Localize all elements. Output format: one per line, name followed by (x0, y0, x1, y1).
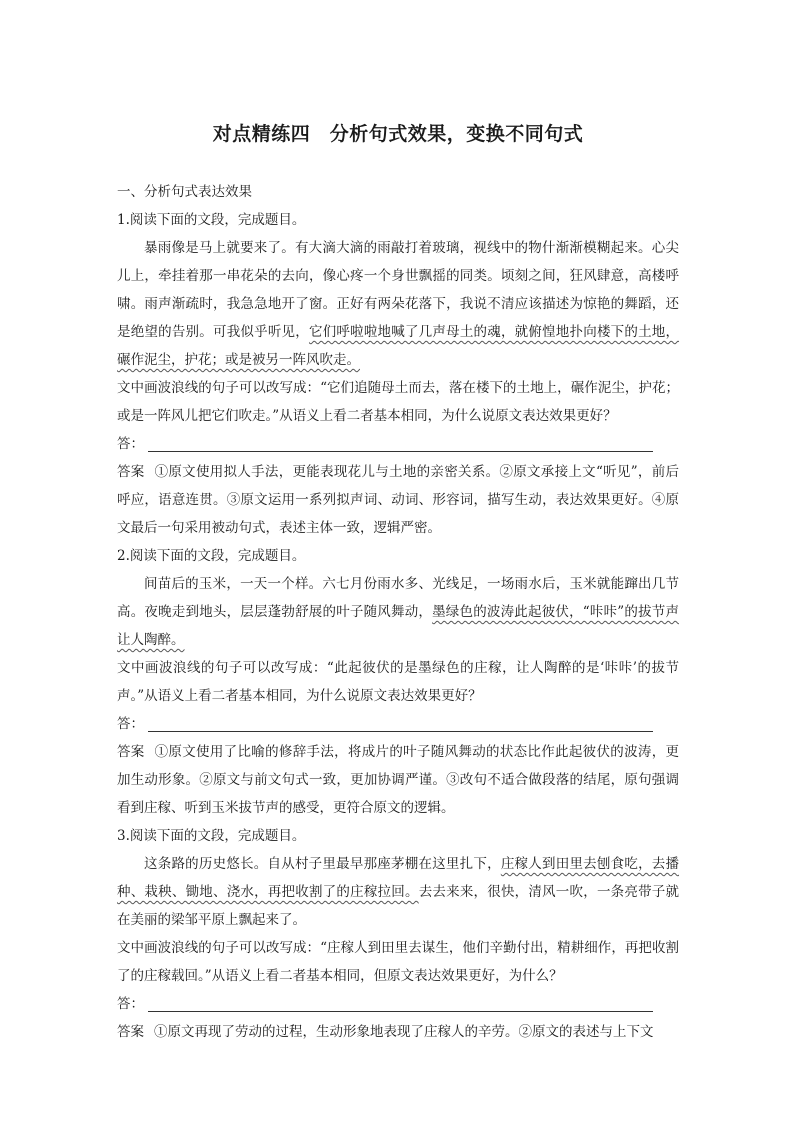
reading-passage (117, 234, 679, 374)
answer-key (117, 1018, 679, 1046)
reading-passage (117, 850, 679, 934)
question-heading: 1.阅读下面的文段，完成题目。 (117, 212, 306, 228)
passage-text: 间苗后的玉米，一天一个样。六七月份雨水多、光线足，一场雨水后，玉米就能蹿出几节高。夜晚走到地头，层层蓬勃舒展的叶子随风舞动， (117, 576, 679, 620)
answer-text: ①原文使用拟人手法，更能表现花儿与土地的亲密关系。②原文承接上文“听见”，前后呼应，语意连贯。③原文运用一系列拟声词、动词、形容词，描写生动，表达效果更好。④原文最后一句采用被动句式，表述主体一致，逻辑严密。 (117, 464, 679, 536)
answer-label: 答： (117, 996, 144, 1012)
answer-key (117, 738, 679, 822)
answer-tag: 答案 (117, 1024, 144, 1040)
answer-tag: 答案 (117, 464, 145, 480)
question-heading: 3.阅读下面的文段，完成题目。 (117, 828, 306, 844)
question-2 (117, 542, 679, 822)
answer-rule (148, 713, 653, 732)
answer-blank[interactable] (117, 430, 679, 458)
passage-text-after: 去去来来，很快，清风一吹，一条亮带子就在美丽的梁邹平原上飘起来了。 (117, 884, 680, 928)
question-heading: 2.阅读下面的文段，完成题目。 (117, 548, 306, 564)
answer-rule (148, 433, 653, 452)
question-prompt: 文中画波浪线的句子可以改写成：“此起彼伏的是墨绿色的庄稼，让人陶醉的是‘咔咔’的拔节声。”从语义上看二者基本相同，为什么说原文表达效果更好？ (117, 660, 679, 704)
answer-text: ①原文再现了劳动的过程，生动形象地表现了庄稼人的辛劳。②原文的表述与上下文 (154, 1024, 654, 1040)
wavy-underlined-sentence: 庄稼人到田里去刨食吃，去播种、栽秧、锄地、浇水，再把收割了的庄稼拉回。 (117, 856, 680, 900)
answer-label: 答： (117, 436, 144, 452)
answer-tag: 答案 (117, 744, 145, 760)
document-page (117, 120, 679, 1046)
passage-text: 暴雨像是马上就要来了。有大滴大滴的雨敲打着玻璃，视线中的物什渐渐模糊起来。心尖儿上，牵挂着那一串花朵的去向，像心疼一个身世飘摇的同类。顷刻之间，狂风肆意，高楼呼啸。雨声渐疏时，我急急地开了窗。正好有两朵花落下，我说不清应该描述为惊艳的舞蹈，还是绝望的告别。可我似乎听见， (117, 240, 679, 340)
passage-text: 这条路的历史悠长。自从村子里最早那座茅棚在这里扎下， (144, 856, 501, 872)
answer-blank[interactable] (117, 710, 679, 738)
question-1 (117, 206, 679, 542)
answer-key (117, 458, 679, 542)
answer-rule (148, 993, 653, 1012)
question-prompt: 文中画波浪线的句子可以改写成：“庄稼人到田里去谋生，他们辛勤付出，精耕细作，再把收割了的庄稼载回。”从语义上看二者基本相同，但原文表达效果更好，为什么？ (117, 940, 679, 984)
answer-label: 答： (117, 716, 144, 732)
question-prompt: 文中画波浪线的句子可以改写成：“它们追随母土而去，落在楼下的土地上，碾作泥尘，护花；或是一阵风儿把它们吹走。”从语义上看二者基本相同，为什么说原文表达效果更好？ (117, 380, 679, 424)
page-title: 对点精练四 分析句式效果，变换不同句式 (212, 123, 584, 145)
reading-passage (117, 570, 679, 654)
answer-blank[interactable] (117, 990, 679, 1018)
wavy-underlined-sentence: 它们呼啦啦地喊了几声母土的魂，就俯惶地扑向楼下的土地，碾作泥尘，护花；或是被另一阵风吹走。 (117, 324, 680, 368)
question-3 (117, 822, 679, 1046)
answer-text: ①原文使用了比喻的修辞手法，将成片的叶子随风舞动的状态比作此起彼伏的波涛，更加生动形象。②原文与前文句式一致，更加协调严谨。③改句不适合做段落的结尾，原句强调看到庄稼、听到玉米拔节声的感受，更符合原文的逻辑。 (117, 744, 680, 816)
wavy-underlined-sentence: 墨绿色的波涛此起彼伏，“咔咔”的拔节声让人陶醉。 (117, 604, 679, 648)
section-heading: 一、分析句式表达效果 (117, 184, 252, 200)
